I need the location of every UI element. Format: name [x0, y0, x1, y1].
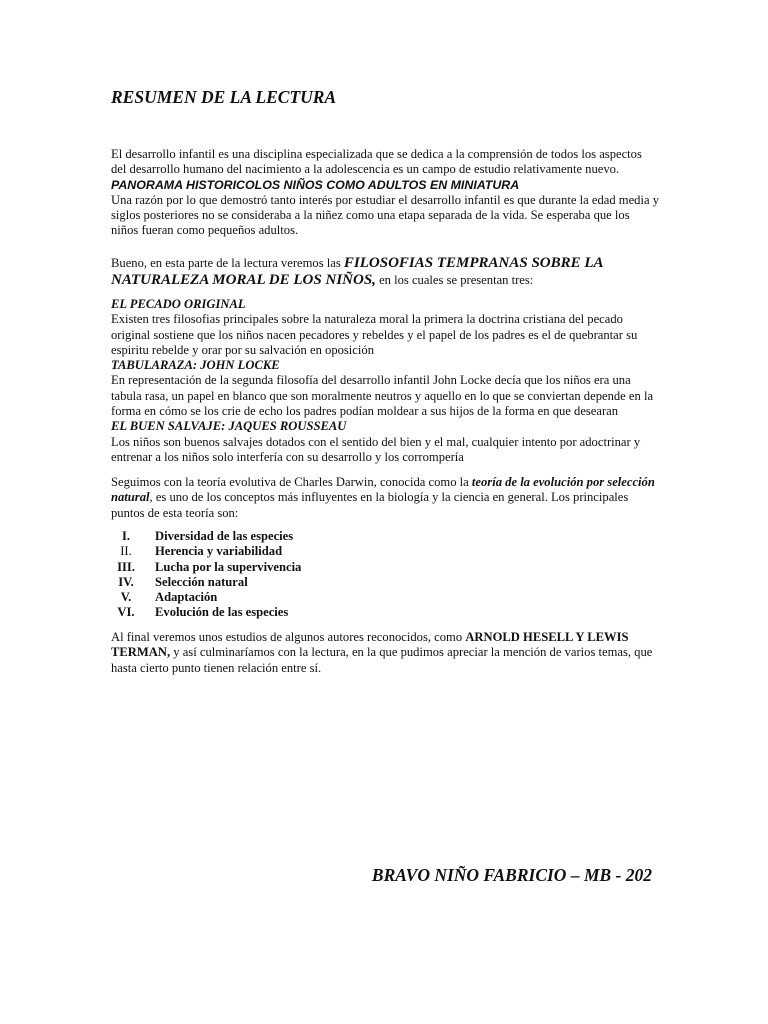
section-text-pecado: Existen tres filosofias principales sobre la naturaleza moral la primera la doctrina cristiana del pecado original sostiene que los niños nacen pecadores y rebeldes y el papel de los padres es el de quebrantar su espiritu rebelde y orar por su salvación en oposición: [111, 312, 638, 357]
intro-paragraph: El desarrollo infantil es una disciplina especializada que se dedica a la comprensión de todos los aspectos del desarrollo humano del nacimiento a la adolescencia es un campo de estudio relativamente nuevo.: [111, 147, 642, 177]
darwin-emphasis: teoría de la evolución por selección natural: [111, 475, 655, 505]
final-pre: Al final veremos unos estudios de algunos autores reconocidos, como: [111, 630, 466, 644]
darwin-points-list: [111, 529, 659, 621]
panorama-heading: PANORAMA HISTORICOLOS NIÑOS COMO ADULTOS EN MINIATURA: [111, 177, 520, 192]
filosofias-paragraph: [111, 255, 659, 289]
author-signature: BRAVO NIÑO FABRICIO – MB - 202: [371, 865, 652, 885]
list-item: VI. Evolución de las especies: [117, 605, 289, 620]
darwin-pre: Seguimos con la teoría evolutiva de Charles Darwin, conocida como la: [111, 475, 472, 489]
final-post: y así culminaríamos con la lectura, en la que pudimos apreciar la mención de varios temas, que hasta cierto punto tienen relación entre sí.: [111, 645, 653, 675]
section-heading-pecado: EL PECADO ORIGINAL: [111, 297, 246, 311]
section-text-locke: En representación de la segunda filosofía del desarrollo infantil John Locke decía que los niños era una tabula rasa, un papel en blanco que son moralmente neutros y aquello en lo que se conviertan depende en la forma en cómo se los crie de echo los padres podían moldear a sus hijos de la forma en que desearan: [111, 373, 654, 419]
intro-section: [111, 147, 659, 239]
list-item: II. Herencia y variabilidad: [120, 544, 283, 559]
filosofias-post: en los cuales se presentan tres:: [375, 273, 534, 287]
list-item: I. Diversidad de las especies: [121, 529, 294, 543]
section-heading-locke: TABULARAZA: JOHN LOCKE: [111, 358, 280, 373]
list-item: III. Lucha por la supervivencia: [117, 559, 302, 574]
final-paragraph: [111, 630, 659, 676]
philosophies-section: [111, 297, 659, 465]
darwin-paragraph: [111, 475, 659, 521]
list-item: IV. Selección natural: [118, 574, 248, 589]
filosofias-pre: Bueno, en esta parte de la lectura veremos las: [111, 256, 344, 270]
section-heading-rousseau: EL BUEN SALVAJE: JAQUES ROUSSEAU: [111, 419, 347, 434]
list-item: V. Adaptación: [120, 590, 218, 605]
document-title: RESUMEN DE LA LECTURA: [111, 87, 337, 107]
darwin-post: , es uno de los conceptos más influyentes en la biología y la ciencia en general. Los principales puntos de esta teoría son:: [111, 490, 629, 520]
section-text-rousseau: Los niños son buenos salvajes dotados con el sentido del bien y el mal, cualquier intento por adoctrinar y entrenar a los niños solo interfería con su desarrollo y los corrompería: [111, 434, 641, 464]
filosofias-emphasis: FILOSOFIAS TEMPRANAS SOBRE LA NATURALEZA MORAL DE LOS NIÑOS,: [111, 255, 603, 288]
final-emphasis: ARNOLD HESELL Y LEWIS TERMAN,: [111, 630, 629, 660]
panorama-paragraph: Una razón por lo que demostró tanto interés por estudiar el desarrollo infantil es que durante la edad media y siglos posteriores no se consideraba a la niñez como una etapa separada de la vida. Se esperaba que los niños fueran como pequeños adultos.: [111, 192, 659, 238]
